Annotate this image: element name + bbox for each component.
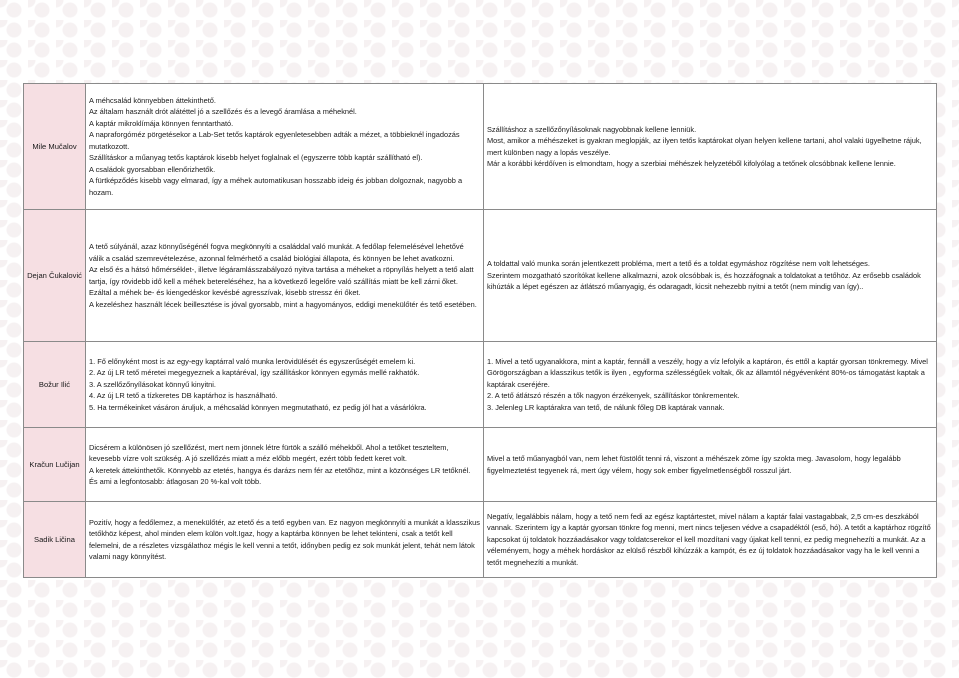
text-line: 4. Az új LR tető a tízkeretes DB kaptárhoz is használható. [89,391,278,401]
text-line: 5. Ha termékeinket vásáron áruljuk, a méhcsalád könnyen megmutatható, ez pedig jól hat a vásárlókra. [89,402,427,412]
advantages-cell [86,84,484,210]
disadvantages-cell [484,210,937,342]
text-line: Negatív, legalábbis nálam, hogy a tető nem fedi az egész kaptártestet, mivel nálam a kaptár falai vastagabbak, 2,5 cm-es deszkából vannak. Szerintem így a kaptár gyorsan tönkre fog menni, mert nincs teljesen védve a csapadéktól (eső, hó). A tetőt a kaptárhoz rögzítő kapcsokat új toldatok hozzáadásakor vagy toldatcserekor el kell mozdítani vagy újakat kell tenni, ez pedig megnehezíti a munkát. Az a véleményem, hogy a méhek hordáskor az elülső részből kihúzzák a kampót, és ez új toldatok hozzáadásakor vagy ha le kell venni a tetőt megnehezíti a munkát. [487,511,931,567]
disadvantages-cell [484,428,937,502]
text-line: Szerintem mozgatható szorítókat kellene alkalmazni, azok olcsóbbak is, és hozzáfognak a toldatokat a tetőhöz. Az erősebb családok kihúzták a lépet egészen az átlátszó műanyagig, és odaragadt, kicsit nehezebb nyitni a tetőt (nem mindig van így).. [487,270,921,292]
advantages-cell [86,210,484,342]
text-line: 2. Az új LR tető méretei megegyeznek a kaptáréval, így szállításkor könnyen egymás mellé rakhatók. [89,368,420,378]
advantages-cell [86,428,484,502]
text-line: Az általam használt drót alátéttel jó a szellőzés és a levegő áramlása a méheknél. [89,107,357,117]
table-row [24,84,937,210]
disadvantages-cell [484,342,937,428]
disadvantages-cell [484,502,937,578]
text-line: 2. A tető átlátszó részén a tők nagyon érzékenyek, szállításkor tönkrementek. [487,391,740,401]
text-line: Szállításkor a műanyag tetős kaptárok kisebb helyet foglalnak el (egyszerre több kaptár szállítható el). [89,153,423,163]
text-line: Most, amikor a méhészeket is gyakran meglopják, az ilyen tetős kaptárokat olyan helyen kellene tartani, ahol valaki ügyelhetne rájuk, mert különben nagy a lopás veszélye. [487,136,922,157]
advantages-cell [86,502,484,578]
beekeeper-name: Dejan Čukalović [24,210,86,342]
table-row [24,428,937,502]
text-line: A kezeléshez használt lécek beillesztése is jóval gyorsabb, mint a hagyományos, eddigi menekülőtér és tető esetében. [89,299,477,309]
beekeeper-name: Božur Ilić [24,342,86,428]
feedback-table [23,83,937,578]
text-line: Dicsérem a különösen jó szellőzést, mert nem jönnek létre fürtök a szálló méhekből. Ahol a tetőket teszteltem, kevesebb vízre volt szükség. A jó szellőzés miatt a méz előbb megért, ezért több fedett keret volt. [89,442,449,463]
text-line: Pozitív, hogy a fedőlemez, a menekülőtér, az etető és a tető egyben van. Ez nagyon megkönnyíti a munkát a klasszikus tetőkhöz képest, ahol minden elem külön volt.Igaz, hogy a kaptárba könnyen be lehet tekinteni, csak a tetőt kell felemelni, de a részletes vizsgálathoz mégis le kell venni a tetőt, időnyben pedig ez sok munkát jelent, tehát nem látok valami nagy könnyítést. [89,517,480,561]
text-line: A fürtképződés kisebb vagy elmarad, így a méhek automatikusan hosszabb ideig és jobban dolgoznak, nagyobb a hozam. [89,176,463,197]
text-line: A keretek áttekinthetők. Könnyebb az etetés, hangya és darázs nem fér az etetőhöz, mint a közönséges LR tetőknél. És ami a legfontosabb: átlagosan 20 %-kal volt több. [89,465,471,486]
table-row [24,502,937,578]
table-row [24,210,937,342]
disadvantages-cell [484,84,937,210]
text-line: Az első és a hátsó hőmérséklet-, illetve légáramlásszabályozó nyitva tartása a méheket a röpnyílás helyett a tető alatt tartja, így rövidebb idő kell a méhek betereléséhez, ha a következő legelőre való szállítás miatt be kell zárni őket. Ezáltal a méhek be- és kiengedéskor kevésbé agresszívak, kisebb stressz éri őket. [89,265,474,297]
table-row [24,342,937,428]
text-line: Mivel a tető műanyagból van, nem lehet füstölőt tenni rá, viszont a méhészek zöme így szokta meg. Javasolom, hogy legalább figyelmeztetést tegyenek rá, mert úgy vélem, hogy sok ember figyelmetlenségből rosszul járt. [487,454,901,475]
text-line: A kaptár mikroklímája könnyen fenntartható. [89,118,234,128]
text-line: 1. Fő előnyként most is az egy-egy kaptárral való munka lerövidülését és egyszerűségét emelem ki. [89,356,416,366]
text-line: 3. A szellőzőnyílásokat könnyű kinyitni. [89,379,216,389]
text-line: A méhcsalád könnyebben áttekinthető. [89,95,216,105]
text-line: A tető súlyánál, azaz könnyűségénél fogva megkönnyíti a családdal való munkát. A fedőlap felemelésével lehetővé válik a család szemrevételezése, azonnal felmérhető a család biológiai állapota, és könnyen be lehet avatkozni. [89,242,464,263]
beekeeper-name: Kračun Lučijan [24,428,86,502]
text-line: 1. Mivel a tető ugyanakkora, mint a kaptár, fennáll a veszély, hogy a víz lefolyik a kaptáron, és ettől a kaptár gyorsan tönkremegy. Mivel Görögországban a klasszikus tetők is ilyen , egyforma szélességűek voltak, ők az államtól négyévenként 80%-os támogatást kaptak a kaptárak cseréjére. [487,356,928,389]
text-line: Már a korábbi kérdőíven is elmondtam, hogy a szerbiai méhészek helyzetéből kifolyólag a tetőnek olcsóbbnak kellene lennie. [487,159,896,168]
beekeeper-name: Sadik Ličina [24,502,86,578]
text-line: A napraforgóméz pörgetésekor a Lab-Set tetős kaptárok egyenletesebben adták a mézet, a többieknél ingadozás mutatkozott. [89,130,460,151]
advantages-cell [86,342,484,428]
text-line: A toldattal való munka során jelentkezett probléma, mert a tető és a toldat egymáshoz rögzítése nem volt lehetséges. [487,259,870,269]
beekeeper-name: Mile Mučalov [24,84,86,210]
text-line: Szállításhoz a szellőzőnyílásoknak nagyobbnak kellene lenniük. [487,124,697,134]
text-line: A családok gyorsabban ellenőrizhetők. [89,164,216,174]
text-line: 3. Jelenleg LR kaptárakra van tető, de nálunk főleg DB kaptárak vannak. [487,402,725,412]
